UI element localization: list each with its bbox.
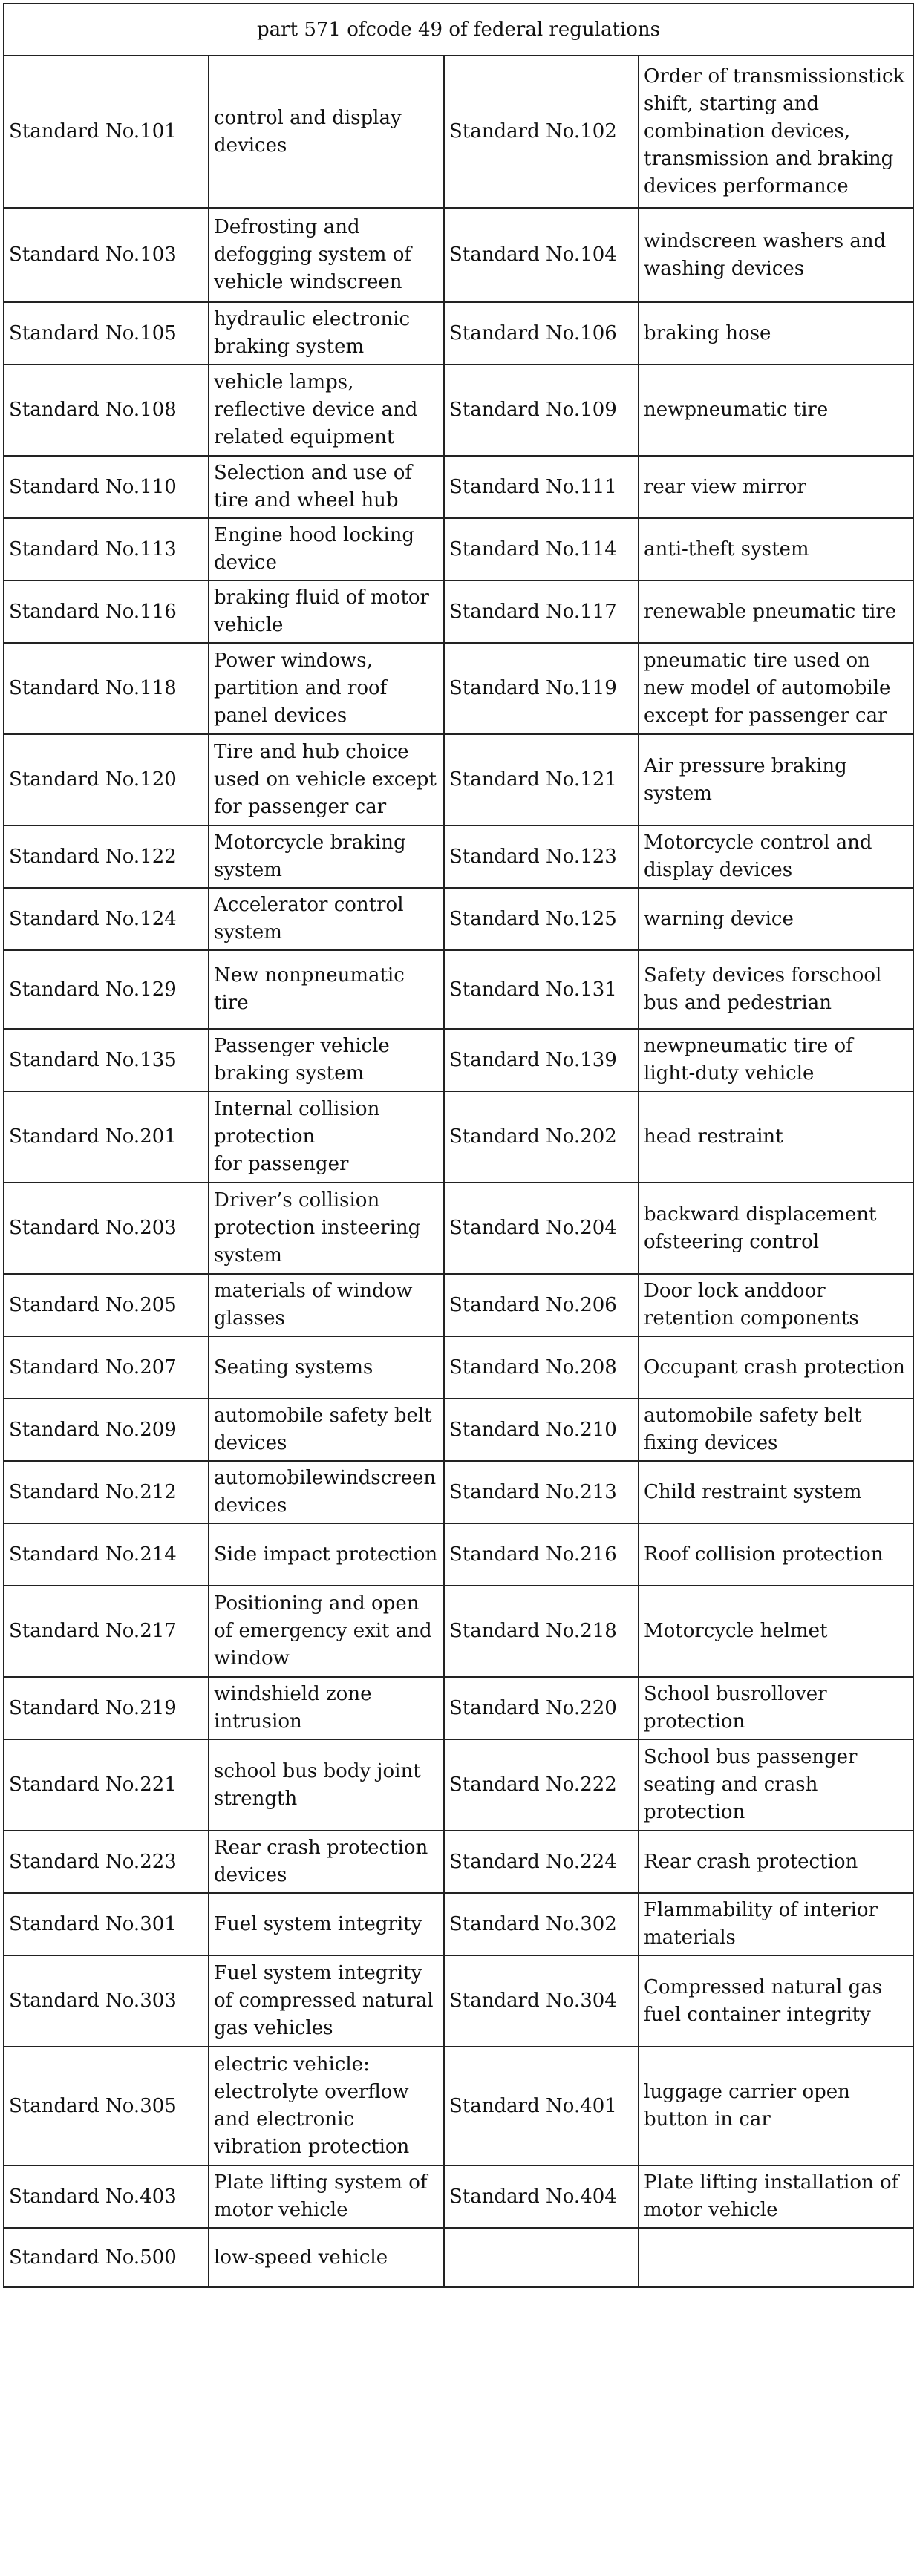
standard-number-left: Standard No.135 bbox=[4, 1029, 209, 1091]
standard-description-left: Accelerator control system bbox=[209, 888, 444, 950]
table-row bbox=[4, 888, 913, 950]
standard-number-right: Standard No.102 bbox=[444, 56, 639, 208]
standard-number-right: Standard No.131 bbox=[444, 950, 639, 1029]
standard-number-right: Standard No.210 bbox=[444, 1399, 639, 1461]
standard-description-right: automobile safety belt fixing devices bbox=[639, 1399, 913, 1461]
standard-description-left: Selection and use of tire and wheel hub bbox=[209, 456, 444, 518]
standard-description-left: Driver’s collision protection insteering system bbox=[209, 1183, 444, 1274]
standard-description-right: pneumatic tire used on new model of automobile except for passenger car bbox=[639, 643, 913, 734]
standard-description-right: School bus passenger seating and crash protection bbox=[639, 1739, 913, 1831]
standard-description-right: windscreen washers and washing devices bbox=[639, 208, 913, 302]
standard-description-right: Rear crash protection bbox=[639, 1831, 913, 1893]
table-row bbox=[4, 1461, 913, 1523]
standard-description-left: windshield zone intrusion bbox=[209, 1677, 444, 1739]
standard-description-right: newpneumatic tire of light-duty vehicle bbox=[639, 1029, 913, 1091]
standard-number-left: Standard No.303 bbox=[4, 1955, 209, 2047]
standard-number-left: Standard No.124 bbox=[4, 888, 209, 950]
standard-number-right: Standard No.401 bbox=[444, 2047, 639, 2165]
table-row bbox=[4, 365, 913, 456]
table-row bbox=[4, 643, 913, 734]
standard-description-right: rear view mirror bbox=[639, 456, 913, 518]
standard-description-left: electric vehicle: electrolyte overflow and electronic vibration protection bbox=[209, 2047, 444, 2165]
standard-description-right: Flammability of interior materials bbox=[639, 1893, 913, 1955]
standard-number-right: Standard No.304 bbox=[444, 1955, 639, 2047]
table-row bbox=[4, 56, 913, 208]
table-row bbox=[4, 1091, 913, 1183]
standard-number-left: Standard No.129 bbox=[4, 950, 209, 1029]
table-row bbox=[4, 208, 913, 302]
standard-description-right: backward displacement ofsteering control bbox=[639, 1183, 913, 1274]
table-title-row bbox=[4, 4, 913, 56]
standard-number-left: Standard No.108 bbox=[4, 365, 209, 456]
standard-number-right bbox=[444, 2228, 639, 2287]
standard-description-right: luggage carrier open button in car bbox=[639, 2047, 913, 2165]
standard-description-left: low-speed vehicle bbox=[209, 2228, 444, 2287]
standard-description-right: head restraint bbox=[639, 1091, 913, 1183]
standard-description-right: Roof collision protection bbox=[639, 1523, 913, 1586]
standard-number-right: Standard No.224 bbox=[444, 1831, 639, 1893]
standard-description-right bbox=[639, 2228, 913, 2287]
standard-description-right: Air pressure braking system bbox=[639, 734, 913, 826]
table-row bbox=[4, 302, 913, 365]
standard-description-right: Motorcycle helmet bbox=[639, 1586, 913, 1677]
standard-description-left: Internal collision protection for passenger bbox=[209, 1091, 444, 1183]
standard-description-left: Passenger vehicle braking system bbox=[209, 1029, 444, 1091]
standard-description-right: Door lock anddoor retention components bbox=[639, 1274, 913, 1336]
table-row bbox=[4, 1399, 913, 1461]
table-row bbox=[4, 1523, 913, 1586]
standard-number-left: Standard No.301 bbox=[4, 1893, 209, 1955]
standard-description-right: Motorcycle control and display devices bbox=[639, 826, 913, 888]
standard-number-right: Standard No.139 bbox=[444, 1029, 639, 1091]
table-row bbox=[4, 2047, 913, 2165]
standard-number-left: Standard No.207 bbox=[4, 1336, 209, 1399]
standard-number-right: Standard No.220 bbox=[444, 1677, 639, 1739]
standard-number-right: Standard No.106 bbox=[444, 302, 639, 365]
regulation-document bbox=[3, 3, 913, 2288]
table-row bbox=[4, 950, 913, 1029]
standard-number-left: Standard No.205 bbox=[4, 1274, 209, 1336]
standard-number-right: Standard No.125 bbox=[444, 888, 639, 950]
standard-number-right: Standard No.109 bbox=[444, 365, 639, 456]
standard-description-right: braking hose bbox=[639, 302, 913, 365]
standards-table bbox=[3, 3, 914, 2288]
standard-description-right: Compressed natural gas fuel container integrity bbox=[639, 1955, 913, 2047]
standard-description-continuation: for passenger bbox=[214, 1153, 349, 1175]
standard-description-right: newpneumatic tire bbox=[639, 365, 913, 456]
table-row bbox=[4, 518, 913, 581]
table-row bbox=[4, 1274, 913, 1336]
standard-description-left: Positioning and open of emergency exit and window bbox=[209, 1586, 444, 1677]
standard-number-left: Standard No.103 bbox=[4, 208, 209, 302]
standard-description-right: warning device bbox=[639, 888, 913, 950]
standard-number-left: Standard No.201 bbox=[4, 1091, 209, 1183]
standard-description-left: Tire and hub choice used on vehicle except for passenger car bbox=[209, 734, 444, 826]
standard-number-right: Standard No.218 bbox=[444, 1586, 639, 1677]
standard-description-left: Fuel system integrity bbox=[209, 1893, 444, 1955]
standard-description-left: automobilewindscreen devices bbox=[209, 1461, 444, 1523]
standard-number-right: Standard No.216 bbox=[444, 1523, 639, 1586]
standard-number-left: Standard No.101 bbox=[4, 56, 209, 208]
standard-number-right: Standard No.123 bbox=[444, 826, 639, 888]
standard-description-left: Rear crash protection devices bbox=[209, 1831, 444, 1893]
standard-number-right: Standard No.204 bbox=[444, 1183, 639, 1274]
standard-number-left: Standard No.118 bbox=[4, 643, 209, 734]
standard-number-right: Standard No.117 bbox=[444, 581, 639, 643]
table-row bbox=[4, 1893, 913, 1955]
standard-number-right: Standard No.213 bbox=[444, 1461, 639, 1523]
standard-description-right: Occupant crash protection bbox=[639, 1336, 913, 1399]
table-row bbox=[4, 1739, 913, 1831]
standard-description-right: Order of transmissionstick shift, starting and combination devices, transmission and braking devices performance bbox=[639, 56, 913, 208]
standard-number-left: Standard No.221 bbox=[4, 1739, 209, 1831]
standard-number-left: Standard No.214 bbox=[4, 1523, 209, 1586]
standard-number-right: Standard No.111 bbox=[444, 456, 639, 518]
standard-number-right: Standard No.222 bbox=[444, 1739, 639, 1831]
standard-number-left: Standard No.203 bbox=[4, 1183, 209, 1274]
standard-number-left: Standard No.209 bbox=[4, 1399, 209, 1461]
table-row bbox=[4, 1955, 913, 2047]
standard-description-left: Seating systems bbox=[209, 1336, 444, 1399]
standard-number-right: Standard No.104 bbox=[444, 208, 639, 302]
table-row bbox=[4, 1336, 913, 1399]
table-row bbox=[4, 1586, 913, 1677]
standard-number-right: Standard No.121 bbox=[444, 734, 639, 826]
standard-description-left: materials of window glasses bbox=[209, 1274, 444, 1336]
table-row bbox=[4, 1029, 913, 1091]
standard-description-left: Fuel system integrity of compressed natural gas vehicles bbox=[209, 1955, 444, 2047]
standard-description-right: Plate lifting installation of motor vehicle bbox=[639, 2165, 913, 2228]
standard-number-left: Standard No.116 bbox=[4, 581, 209, 643]
table-row bbox=[4, 1831, 913, 1893]
standard-description-left: Side impact protection bbox=[209, 1523, 444, 1586]
standard-number-right: Standard No.302 bbox=[444, 1893, 639, 1955]
standard-number-left: Standard No.223 bbox=[4, 1831, 209, 1893]
table-row bbox=[4, 2228, 913, 2287]
standard-number-right: Standard No.202 bbox=[444, 1091, 639, 1183]
standard-description-right: renewable pneumatic tire bbox=[639, 581, 913, 643]
table-row bbox=[4, 1677, 913, 1739]
standard-description-right: School busrollover protection bbox=[639, 1677, 913, 1739]
standard-number-left: Standard No.217 bbox=[4, 1586, 209, 1677]
standard-number-right: Standard No.404 bbox=[444, 2165, 639, 2228]
standard-description-left: Power windows, partition and roof panel devices bbox=[209, 643, 444, 734]
standard-number-left: Standard No.403 bbox=[4, 2165, 209, 2228]
table-row bbox=[4, 581, 913, 643]
standard-description-left: braking fluid of motor vehicle bbox=[209, 581, 444, 643]
standard-description-left: Motorcycle braking system bbox=[209, 826, 444, 888]
table-row bbox=[4, 2165, 913, 2228]
standard-number-right: Standard No.119 bbox=[444, 643, 639, 734]
standard-number-left: Standard No.122 bbox=[4, 826, 209, 888]
standard-number-right: Standard No.208 bbox=[444, 1336, 639, 1399]
standard-number-left: Standard No.305 bbox=[4, 2047, 209, 2165]
table-title: part 571 ofcode 49 of federal regulations bbox=[4, 4, 913, 56]
table-row bbox=[4, 826, 913, 888]
standard-number-left: Standard No.500 bbox=[4, 2228, 209, 2287]
table-row bbox=[4, 1183, 913, 1274]
table-row bbox=[4, 456, 913, 518]
standard-description-left: New nonpneumatic tire bbox=[209, 950, 444, 1029]
standard-description-left: automobile safety belt devices bbox=[209, 1399, 444, 1461]
standard-description-left: vehicle lamps, reflective device and related equipment bbox=[209, 365, 444, 456]
standard-description-left: Defrosting and defogging system of vehicle windscreen bbox=[209, 208, 444, 302]
standard-description-right: Child restraint system bbox=[639, 1461, 913, 1523]
standard-description-left: school bus body joint strength bbox=[209, 1739, 444, 1831]
standards-table-body bbox=[4, 4, 913, 2287]
standard-number-left: Standard No.212 bbox=[4, 1461, 209, 1523]
standard-description-right: anti-theft system bbox=[639, 518, 913, 581]
standard-number-left: Standard No.120 bbox=[4, 734, 209, 826]
standard-description-right: Safety devices forschool bus and pedestrian bbox=[639, 950, 913, 1029]
standard-number-left: Standard No.110 bbox=[4, 456, 209, 518]
standard-number-right: Standard No.114 bbox=[444, 518, 639, 581]
standard-number-left: Standard No.105 bbox=[4, 302, 209, 365]
standard-number-left: Standard No.113 bbox=[4, 518, 209, 581]
standard-number-left: Standard No.219 bbox=[4, 1677, 209, 1739]
standard-description-left: Engine hood locking device bbox=[209, 518, 444, 581]
standard-number-right: Standard No.206 bbox=[444, 1274, 639, 1336]
standard-description-left: hydraulic electronic braking system bbox=[209, 302, 444, 365]
standard-description-left: control and display devices bbox=[209, 56, 444, 208]
standard-description-left: Plate lifting system of motor vehicle bbox=[209, 2165, 444, 2228]
table-row bbox=[4, 734, 913, 826]
